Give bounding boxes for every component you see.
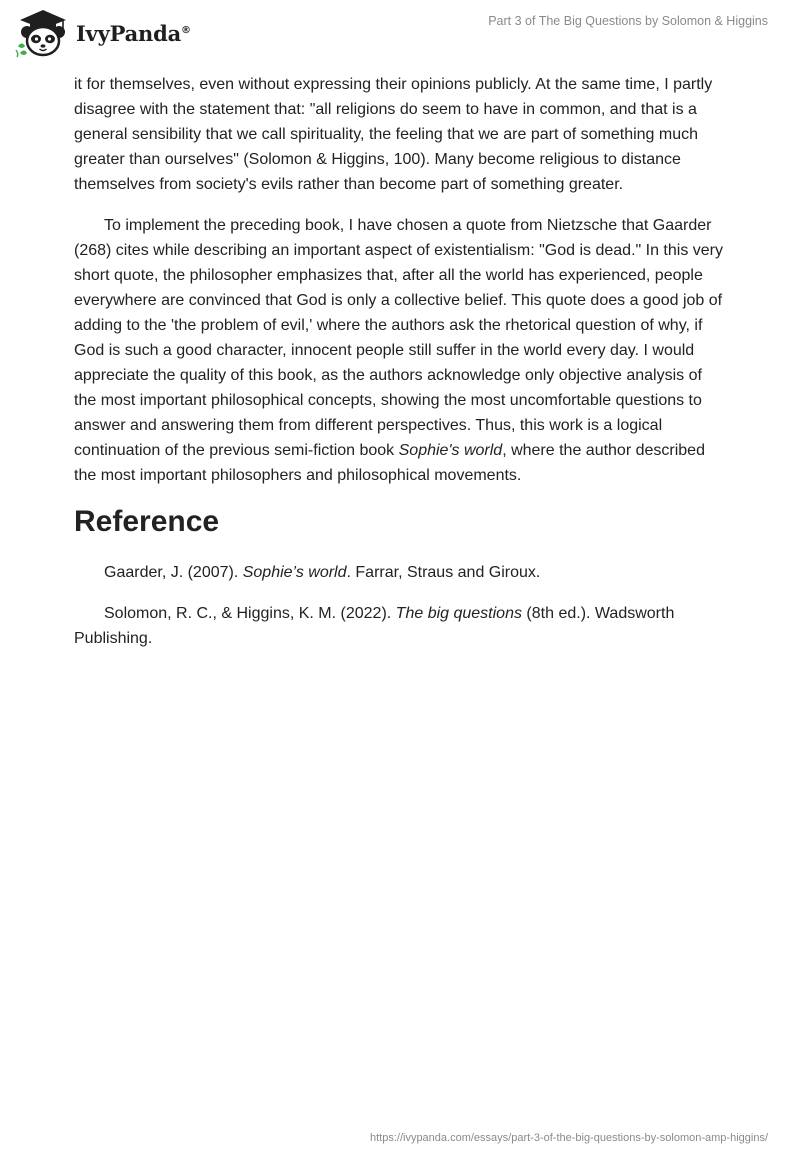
reference-publisher: . Farrar, Straus and Giroux. xyxy=(346,564,541,581)
page-header xyxy=(0,0,800,62)
ivypanda-logo[interactable] xyxy=(14,8,191,58)
paragraph-1: it for themselves, even without expressing their opinions publicly. At the same time, I partly disagree with the statement that: "all religions do seem to have in common, and that is a general sensibility that we call spirituality, the feeling that we are part of something much greater than ourselves" (Solomon & Higgins, 100). Many become religious to distance themselves from society's evils rather than become part of something greater. xyxy=(74,76,713,193)
reference-title: The big questions xyxy=(395,605,522,622)
panda-graduate-icon xyxy=(14,8,72,58)
reference-item xyxy=(74,560,726,585)
reference-author: Gaarder, J. (2007). xyxy=(104,564,243,581)
reference-author: Solomon, R. C., & Higgins, K. M. (2022). xyxy=(104,605,396,622)
reference-publisher: (8th ed.). Wadsworth Publishing. xyxy=(74,605,675,647)
essay-content xyxy=(74,72,726,667)
source-url[interactable]: https://ivypanda.com/essays/part-3-of-the-big-questions-by-solomon-amp-higgins/ xyxy=(369,1132,768,1144)
reference-item xyxy=(74,601,726,651)
registered-mark: ® xyxy=(181,24,191,36)
paragraph-2-text-b: , where the author described the most important philosophers and philosophical movements. xyxy=(74,442,705,484)
reference-heading: Reference xyxy=(74,505,220,538)
logo-wordmark: IvyPanda® xyxy=(76,20,191,46)
reference-title: Sophie’s world xyxy=(242,564,347,581)
running-title: Part 3 of The Big Questions by Solomon & Higgins xyxy=(488,14,768,28)
paragraph-2-text-a: To implement the preceding book, I have chosen a quote from Nietzsche that Gaarder (268) cites while describing an important aspect of existentialism: "God is dead." In this very short quote, the philosopher emphasizes that, after all the world has experienced, people everywhere are convinced that God is only a collective belief. This quote does a good job of adding to the 'the problem of evil,' where the authors ask the rhetorical question of why, if God is such a good character, innocent people still suffer in the world every day. I would appreciate the quality of this book, as the authors acknowledge only objective analysis of the most important philosophical concepts, showing the most uncomfortable questions to answer and answering them from different perspectives. Thus, this work is a logical continuation of the previous semi-fiction book xyxy=(74,217,723,459)
book-title-sophies-world: Sophie's world xyxy=(398,442,503,459)
paragraph-2 xyxy=(74,213,726,488)
